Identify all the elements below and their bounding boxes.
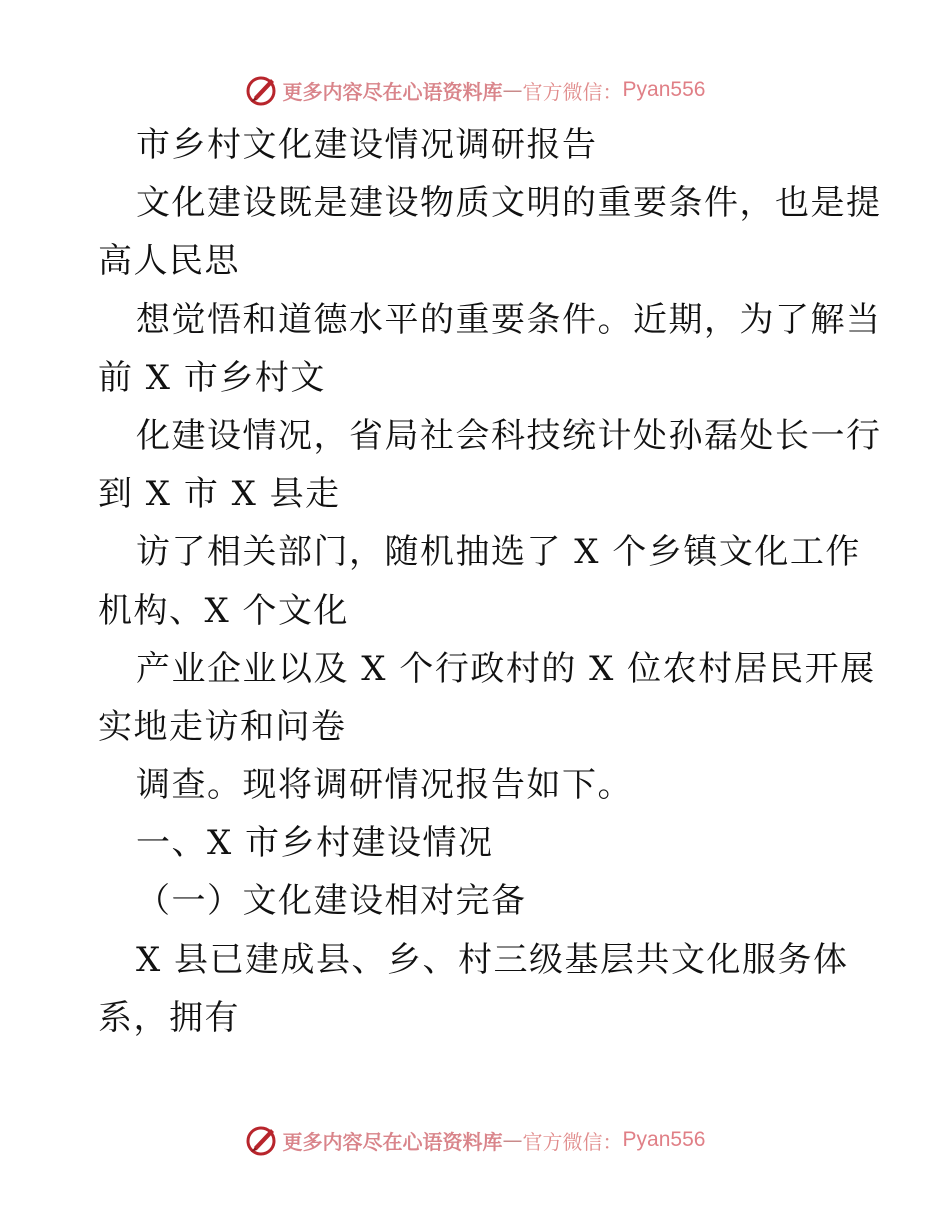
text-line: 系，拥有: [98, 997, 240, 1038]
text-line: 化建设情况，省局社会科技统计处孙磊处长一行: [136, 415, 882, 456]
watermark-separator: —: [502, 78, 523, 102]
document-body: [98, 116, 882, 1047]
text-line: 访了相关部门，随机抽选了 X 个乡镇文化工作: [136, 532, 861, 573]
watermark-wechat-id: Pyan556: [622, 1128, 706, 1151]
text-line: X 县已建成县、乡、村三级基层共文化服务体: [136, 939, 849, 980]
text-line: 文化建设既是建设物质文明的重要条件，也是提: [136, 183, 882, 224]
text-line: 一、X 市乡村建设情况: [136, 823, 494, 864]
watermark-brand: 更多内容尽在心语资料库: [282, 1129, 503, 1154]
text-line: 前 X 市乡村文: [98, 357, 326, 398]
text-line: 产业企业以及 X 个行政村的 X 位农村居民开展: [136, 648, 876, 689]
footer-watermark: [0, 1120, 950, 1160]
watermark-label: 官方微信：: [522, 79, 623, 104]
watermark-brand: 更多内容尽在心语资料库: [282, 79, 503, 104]
text-line: 调查。现将调研情况报告如下。: [136, 765, 633, 806]
text-line: 高人民思: [98, 241, 240, 282]
watermark-wechat-id: Pyan556: [622, 78, 706, 101]
text-line: 想觉悟和道德水平的重要条件。近期，为了解当: [136, 299, 882, 340]
watermark-separator: —: [502, 1128, 523, 1152]
text-line: 市乡村文化建设情况调研报告: [136, 125, 598, 165]
text-line: 到 X 市 X 县走: [98, 474, 341, 515]
red-quill-seal-icon: [245, 73, 279, 107]
header-watermark: [0, 70, 950, 110]
text-line: 机构、X 个文化: [98, 590, 350, 631]
red-quill-seal-icon: [245, 1123, 279, 1157]
text-line: 实地走访和问卷: [98, 706, 347, 747]
text-line: （一）文化建设相对完备: [136, 881, 527, 922]
watermark-label: 官方微信：: [522, 1129, 623, 1154]
